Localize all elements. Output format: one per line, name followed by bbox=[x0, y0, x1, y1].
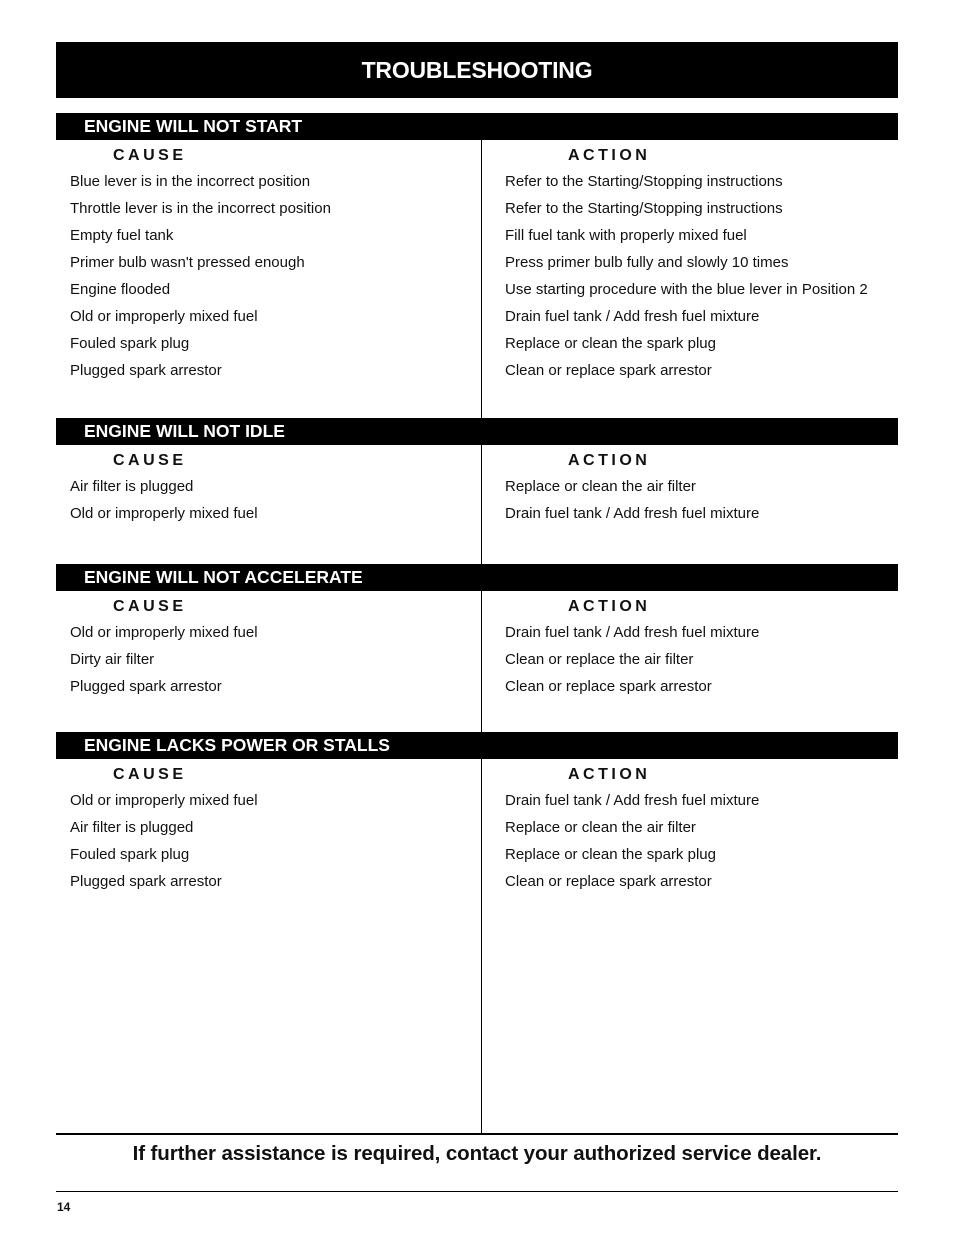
action-text: Drain fuel tank / Add fresh fuel mixture bbox=[505, 505, 760, 522]
table-row bbox=[56, 788, 898, 815]
cause-text: Engine flooded bbox=[70, 281, 171, 298]
cause-column-label: CAUSE bbox=[113, 766, 187, 783]
cause-text: Plugged spark arrestor bbox=[70, 873, 222, 890]
action-text: Clean or replace the air filter bbox=[505, 651, 694, 668]
cause-text: Dirty air filter bbox=[70, 651, 155, 668]
table-row bbox=[56, 331, 898, 358]
section-heading: ENGINE LACKS POWER OR STALLS bbox=[56, 732, 898, 759]
cause-column-label: CAUSE bbox=[113, 147, 187, 164]
action-column-label: ACTION bbox=[568, 147, 651, 164]
action-text: Replace or clean the air filter bbox=[505, 478, 696, 495]
action-text: Refer to the Starting/Stopping instructions bbox=[505, 200, 783, 217]
footer-divider-top bbox=[56, 1133, 898, 1135]
cause-text: Air filter is plugged bbox=[70, 819, 194, 836]
table-row bbox=[56, 277, 898, 304]
table-row bbox=[56, 674, 898, 701]
section-engine-will-not-accelerate bbox=[56, 564, 898, 701]
cause-column-label: CAUSE bbox=[113, 598, 187, 615]
action-column-label: ACTION bbox=[568, 598, 651, 615]
table-row bbox=[56, 869, 898, 896]
action-text: Drain fuel tank / Add fresh fuel mixture bbox=[505, 624, 760, 641]
cause-text: Old or improperly mixed fuel bbox=[70, 792, 258, 809]
cause-text: Old or improperly mixed fuel bbox=[70, 624, 258, 641]
page-title: TROUBLESHOOTING bbox=[56, 42, 898, 98]
footer-divider-bottom bbox=[56, 1191, 898, 1192]
cause-text: Empty fuel tank bbox=[70, 227, 174, 244]
table-row bbox=[56, 842, 898, 869]
action-text: Drain fuel tank / Add fresh fuel mixture bbox=[505, 792, 760, 809]
cause-text: Blue lever is in the incorrect position bbox=[70, 173, 311, 190]
assistance-note: If further assistance is required, contact your authorized service dealer. bbox=[132, 1142, 822, 1165]
cause-text: Plugged spark arrestor bbox=[70, 678, 222, 695]
cause-text: Plugged spark arrestor bbox=[70, 362, 222, 379]
action-column-label: ACTION bbox=[568, 766, 651, 783]
table-row bbox=[56, 647, 898, 674]
cause-text: Throttle lever is in the incorrect position bbox=[70, 200, 331, 217]
cause-text: Old or improperly mixed fuel bbox=[70, 308, 258, 325]
cause-text: Old or improperly mixed fuel bbox=[70, 505, 258, 522]
table-row bbox=[56, 620, 898, 647]
cause-text: Primer bulb wasn't pressed enough bbox=[70, 254, 305, 271]
action-text: Press primer bulb fully and slowly 10 times bbox=[505, 254, 789, 271]
column-header-row bbox=[56, 445, 898, 474]
action-text: Use starting procedure with the blue lever in Position 2 bbox=[505, 281, 868, 298]
table-row bbox=[56, 169, 898, 196]
action-text: Replace or clean the spark plug bbox=[505, 846, 716, 863]
column-header-row bbox=[56, 140, 898, 169]
action-text: Clean or replace spark arrestor bbox=[505, 362, 712, 379]
table-row bbox=[56, 815, 898, 842]
column-header-row bbox=[56, 759, 898, 788]
cause-column-label: CAUSE bbox=[113, 452, 187, 469]
action-column-label: ACTION bbox=[568, 452, 651, 469]
page-number: 14 bbox=[57, 1200, 71, 1214]
table-row bbox=[56, 250, 898, 277]
section-heading: ENGINE WILL NOT START bbox=[56, 113, 898, 140]
section-engine-will-not-start bbox=[56, 113, 898, 385]
table-row bbox=[56, 474, 898, 501]
action-text: Clean or replace spark arrestor bbox=[505, 678, 712, 695]
table-row bbox=[56, 501, 898, 528]
table-row bbox=[56, 304, 898, 331]
section-heading: ENGINE WILL NOT IDLE bbox=[56, 418, 898, 445]
table-row bbox=[56, 223, 898, 250]
action-text: Drain fuel tank / Add fresh fuel mixture bbox=[505, 308, 760, 325]
action-text: Clean or replace spark arrestor bbox=[505, 873, 712, 890]
action-text: Replace or clean the spark plug bbox=[505, 335, 716, 352]
table-row bbox=[56, 196, 898, 223]
column-header-row bbox=[56, 591, 898, 620]
section-engine-lacks-power bbox=[56, 732, 898, 896]
action-text: Refer to the Starting/Stopping instructions bbox=[505, 173, 783, 190]
action-text: Replace or clean the air filter bbox=[505, 819, 696, 836]
action-text: Fill fuel tank with properly mixed fuel bbox=[505, 227, 747, 244]
table-row bbox=[56, 358, 898, 385]
section-heading: ENGINE WILL NOT ACCELERATE bbox=[56, 564, 898, 591]
cause-text: Air filter is plugged bbox=[70, 478, 194, 495]
cause-text: Fouled spark plug bbox=[70, 846, 190, 863]
cause-text: Fouled spark plug bbox=[70, 335, 190, 352]
section-engine-will-not-idle bbox=[56, 418, 898, 528]
